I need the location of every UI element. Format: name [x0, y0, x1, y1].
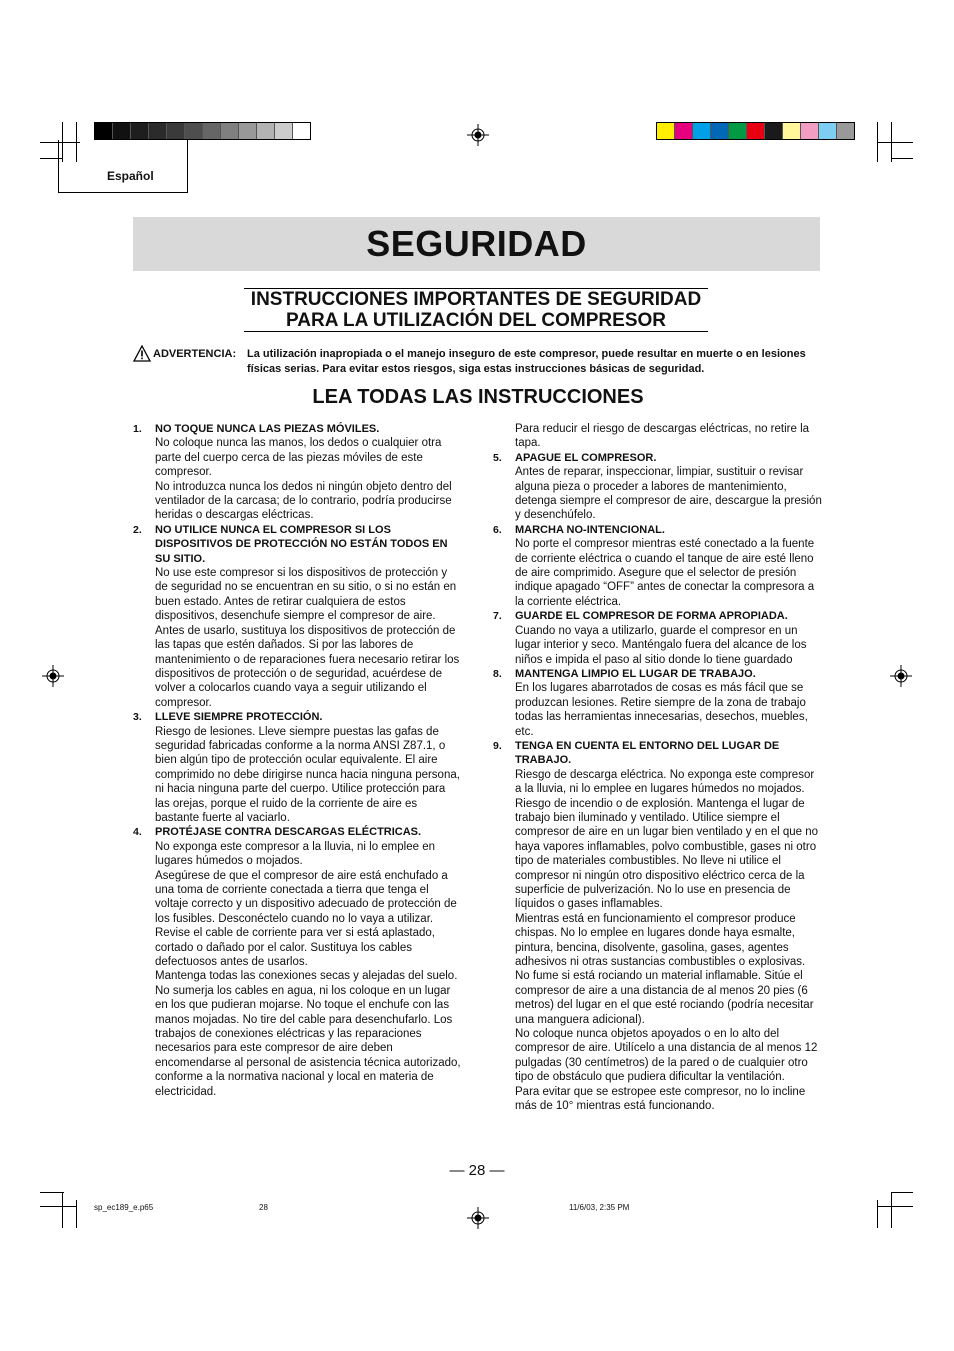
item-heading: NO TOQUE NUNCA LAS PIEZAS MÓVILES. — [155, 423, 380, 435]
gray-swatch — [149, 123, 167, 139]
item-heading: APAGUE EL COMPRESOR. — [515, 451, 657, 464]
paragraph: Mientras está en funcionamiento el compresor produce chispas. No lo emplee en lugares donde haya esmalte, pintura, bencina, disolvente, gasolina, gases, agentes adhesivos ni otras sustancias combustibles o explosivas. No fume si está rociando un material inflamable. Sitúe el compresor de aire a una distancia de al menos 20 pies (6 metros) del lugar en el que esté rociando (podría necesitar una manguera adicional). — [515, 912, 814, 1026]
item-heading-text: MANTENGA LIMPIO EL LUGAR DE TRABAJO — [515, 667, 753, 680]
item-heading: MANTENGA LIMPIO EL LUGAR DE TRABAJO. — [515, 667, 756, 680]
list-item — [133, 422, 463, 523]
list-item — [493, 667, 823, 739]
gray-swatch — [275, 123, 293, 139]
list-item — [493, 739, 823, 1114]
subtitle-line: PARA LA UTILIZACIÓN DEL COMPRESOR — [286, 310, 666, 331]
warning-label: ADVERTENCIA: — [153, 348, 237, 360]
language-tab-box — [58, 140, 188, 193]
warning-text: La utilización inapropiada o el manejo inseguro de este compresor, puede resultar en muerte o en lesiones físicas serias. Para evitar estos riesgos, siga estas instrucciones básicas de seguridad. — [247, 348, 806, 375]
language-tab-label: Español — [107, 169, 154, 183]
read-all-heading: LEA TODAS LAS INSTRUCCIONES — [312, 386, 644, 408]
color-swatch — [747, 123, 765, 139]
gray-swatch — [221, 123, 239, 139]
gray-swatch — [113, 123, 131, 139]
color-swatch — [801, 123, 819, 139]
registration-target-icon — [467, 124, 489, 146]
paragraph: No exponga este compresor a la lluvia, ni lo emplee en lugares húmedos o mojados. — [155, 840, 435, 868]
paragraph: Mantenga todas las conexiones secas y alejadas del suelo. No sumerja los cables en agua, ni los coloque en un lugar en los que pudieran mojarse. No toque el enchufe con las manos mojadas. No tire del cable para desenchufarlo. Los trabajos de conexiones eléctricas y las reparaciones necesarios para este compresor de aire deben encomendarse al personal de asistencia técnica autorizado, conforme a la normativa nacional y local en materia de electricidad. — [155, 970, 461, 1098]
item-heading-text: TENGA EN CUENTA EL ENTORNO DEL LUGAR DE TRABAJO — [515, 739, 780, 767]
list-item — [493, 609, 823, 667]
paragraph: Cuando no vaya a utilizarlo, guarde el compresor en un lugar interior y seco. Manténgalo fuera del alcance de los niños e impida el paso al sitio donde lo tiene guardado — [515, 624, 807, 666]
color-swatch — [837, 123, 854, 139]
gray-swatch — [131, 123, 149, 139]
paragraph: No use este compresor si los dispositivos de protección y de seguridad no se encuentran en su sitio, o si no están en buen estado. Antes de retirar cualquiera de estos dispositivos, desenchufe siempre el compresor de aire. Antes de usarlo, sustituya los dispositivos de protección de las tapas que estén dañados. Si por las labores de mantenimiento o de reparaciones fuera necesario retirar los dispositivos de protección o de seguridad, acuérdese de volver a colocarlos cuando vaya a seguir utilizando el compresor. — [155, 567, 460, 709]
paragraph: Antes de reparar, inspeccionar, limpiar, sustituir o revisar alguna pieza o proceder a labores de mantenimiento, detenga siempre el compresor de aire, descargue la presión y desenchúfelo. — [515, 466, 822, 522]
item-number: 3. — [133, 711, 142, 724]
paragraph: En los lugares abarrotados de cosas es más fácil que se produzcan lesiones. Retire siempre de la zona de trabajo todas las herramientas innecesarias, desechos, muebles, etc. — [515, 682, 808, 738]
list-item — [493, 451, 823, 523]
grayscale-color-bar — [94, 122, 311, 140]
list-item — [133, 523, 463, 710]
registration-target-icon — [467, 1207, 489, 1229]
item-number: 6. — [493, 523, 502, 536]
registration-target-icon — [42, 665, 64, 687]
item-heading: MARCHA NO-INTENCIONAL. — [515, 523, 665, 536]
paragraph: Revise el cable de corriente para ver si está aplastado, cortado o dañado por el calor. Sustituya los cables defectuosos antes de usarlos. — [155, 927, 435, 969]
footer-file: sp_ec189_e.p65 — [94, 1203, 154, 1212]
color-swatch — [783, 123, 801, 139]
item-number: 8. — [493, 667, 502, 680]
registration-target-icon — [890, 665, 912, 687]
item-number: 2. — [133, 523, 142, 536]
paragraph: Riesgo de descarga eléctrica. No exponga este compresor a la lluvia, ni lo emplee en lugares húmedos no mojados. — [515, 768, 815, 796]
paragraph: No coloque nunca objetos apoyados o en lo alto del compresor de aire. Utilícelo a una distancia de al menos 12 pulgadas (30 centímetros) de la pared o de cualquier otro tipo de obstáculo que pudiera dificultar la ventilación. — [515, 1028, 818, 1084]
list-item — [493, 523, 823, 609]
item-heading: TENGA EN CUENTA EL ENTORNO DEL LUGAR DE TRABAJO. — [515, 739, 780, 767]
item-heading-text: APAGUE EL COMPRESOR — [515, 451, 654, 464]
color-swatch — [657, 123, 675, 139]
color-swatch — [711, 123, 729, 139]
item-heading: NO UTILICE NUNCA EL COMPRESOR SI LOS DISPOSITIVOS DE PROTECCIÓN NO ESTÁN TODOS EN SU SITIO. — [155, 523, 448, 565]
color-swatch — [675, 123, 693, 139]
paragraph: No coloque nunca las manos, los dedos o cualquier otra parte del cuerpo cerca de las piezas móviles de este compresor. — [155, 437, 442, 479]
paragraph: Asegúrese de que el compresor de aire está enchufado a una toma de corriente conectada a tierra que tenga el voltaje correcto y un dispositivo adecuado de protección de los fusibles. Desconéctelo cuando no lo vaya a utilizar. — [155, 869, 457, 925]
gray-swatch — [239, 123, 257, 139]
page-number: — 28 — — [449, 1162, 505, 1179]
color-swatch — [729, 123, 747, 139]
item-number: 9. — [493, 739, 502, 752]
item-heading-text: MARCHA NO-INTENCIONAL — [515, 523, 662, 536]
item-heading-text: NO UTILICE NUNCA EL COMPRESOR SI LOS DISPOSITIVOS DE PROTECCIÓN NO ESTÁN TODOS EN SU SITIO — [155, 523, 448, 565]
gray-swatch — [293, 123, 310, 139]
footer-page: 28 — [259, 1203, 268, 1212]
item-number: 7. — [493, 610, 502, 623]
item-number: 1. — [133, 423, 142, 435]
paragraph: No introduzca nunca los dedos ni ningún objeto dentro del ventilador de la carcasa; de lo contrario, podría producirse heridas o descargas eléctricas. — [155, 480, 452, 522]
process-color-bar — [656, 122, 855, 140]
section-subtitle — [244, 288, 708, 332]
color-swatch — [693, 123, 711, 139]
item-heading: PROTÉJASE CONTRA DESCARGAS ELÉCTRICAS. — [155, 826, 422, 839]
list-item — [133, 710, 463, 825]
item-number: 4. — [133, 826, 142, 839]
item-number: 5. — [493, 451, 502, 464]
color-swatch — [819, 123, 837, 139]
gray-swatch — [203, 123, 221, 139]
title-banner — [133, 217, 820, 271]
paragraph: Para reducir el riesgo de descargas eléctricas, no retire la tapa. — [515, 423, 810, 450]
subtitle-line: INSTRUCCIONES IMPORTANTES DE SEGURIDAD — [250, 289, 702, 310]
right-item-list — [493, 451, 823, 1114]
item-heading-text: LLEVE SIEMPRE PROTECCIÓN — [155, 711, 320, 724]
footer-date: 11/6/03, 2:35 PM — [569, 1203, 630, 1212]
paragraph: Para evitar que se estropee este compresor, no lo incline más de 10° mientras está funcionando. — [515, 1085, 806, 1113]
paragraph: Riesgo de lesiones. Lleve siempre puestas las gafas de seguridad fabricadas conforme a la norma ANSI Z87.1, o bien algún tipo de protección ocular equivalente. El aire comprimido no debe dirigirse nunca hacia ninguna persona, ni hacia ninguna parte del cuerpo. Utilice protección para las orejas, porque el ruido de la corriente de aire es bastante fuerte al vaciarlo. — [155, 725, 460, 824]
right-column — [493, 422, 823, 1114]
item-heading-text: GUARDE EL COMPRESOR DE FORMA APROPIADA — [515, 610, 785, 623]
item-heading-text: NO TOQUE NUNCA LAS PIEZAS MÓVILES — [155, 423, 377, 435]
paragraph: No porte el compresor mientras esté conectado a la fuente de corriente eléctrica o cuando el tanque de aire esté lleno de aire comprimido. Asegure que el selector de presión indique apagado “OFF” antes de conectar la compresora a la corriente eléctrica. — [515, 538, 815, 608]
item-heading: LLEVE SIEMPRE PROTECCIÓN. — [155, 711, 323, 724]
gray-swatch — [185, 123, 203, 139]
page-title: SEGURIDAD — [366, 223, 587, 264]
item-heading: GUARDE EL COMPRESOR DE FORMA APROPIADA. — [515, 610, 788, 623]
color-swatch — [765, 123, 783, 139]
left-column — [133, 422, 463, 1099]
intro-paragraph — [493, 422, 823, 451]
warning-triangle-icon — [133, 345, 151, 362]
list-item — [133, 825, 463, 1099]
item-heading-text: PROTÉJASE CONTRA DESCARGAS ELÉCTRICAS — [155, 826, 419, 839]
gray-swatch — [167, 123, 185, 139]
gray-swatch — [257, 123, 275, 139]
paragraph: Riesgo de incendio o de explosión. Mantenga el lugar de trabajo bien iluminado y ventilado. Utilice siempre el compresor de aire en un lugar bien ventilado y en el que no haya vapores inflamables, polvo combustible, gases ni otro tipo de materiales combustibles. No lleve ni utilice el compresor ni ningún otro dispositivo eléctrico cerca de la superficie de pulverización. No lo use en presencia de líquidos o gases inflamables. — [515, 797, 819, 911]
gray-swatch — [95, 123, 113, 139]
